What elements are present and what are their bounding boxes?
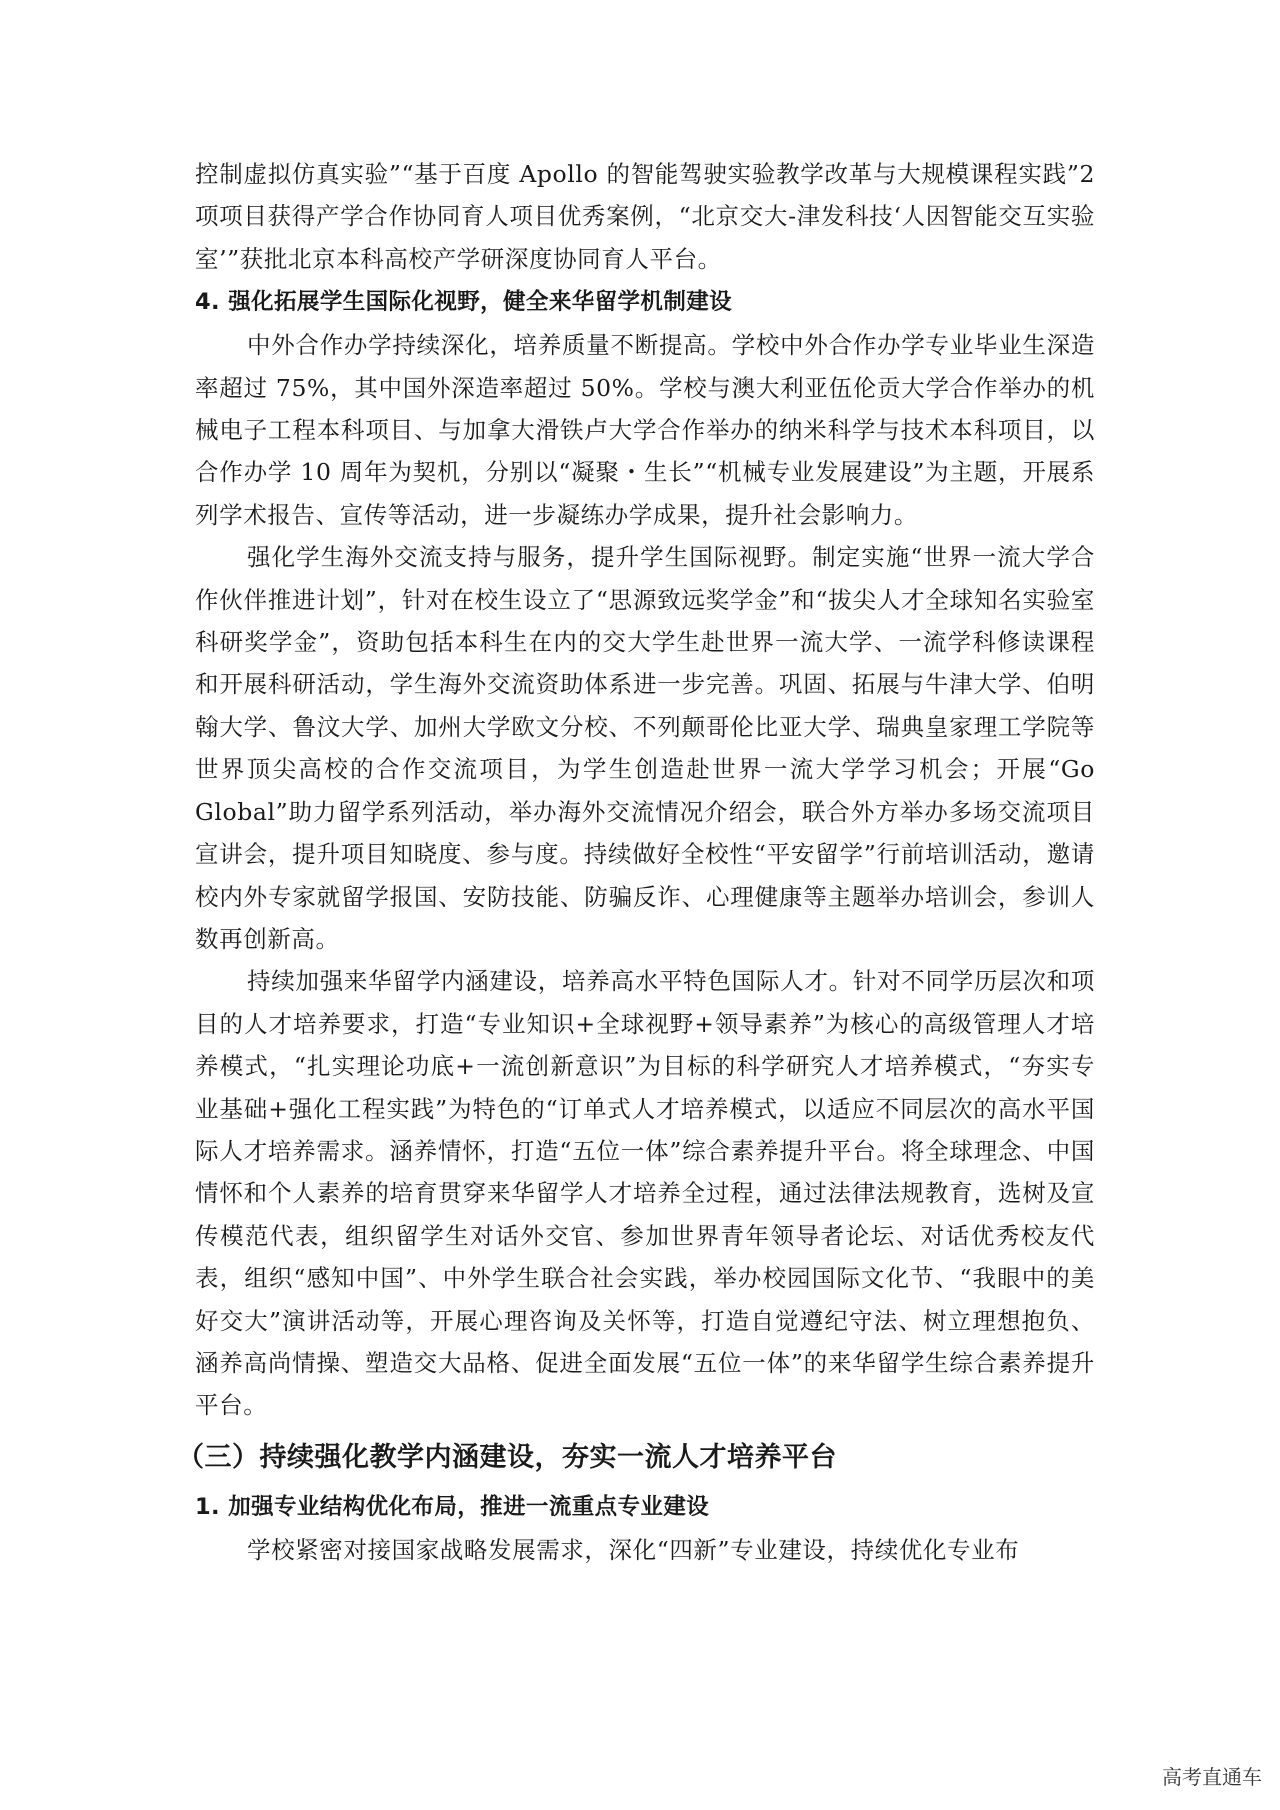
paragraph-intro: 控制虚拟仿真实验”“基于百度 Apollo 的智能驾驶实验教学改革与大规模课程实践”2 项项目获得产学合作协同育人项目优秀案例，“北京交大-津发科技‘人因智能交互实验室’”获批北京本科高校产学研深度协同育人平台。 [195, 160, 1095, 273]
document-body [177, 153, 1095, 1571]
section-heading-3: （三）持续强化教学内涵建设，夯实一流人才培养平台 [177, 1441, 837, 1473]
paragraph-overseas-exchange: 强化学生海外交流支持与服务，提升学生国际视野。制定实施“世界一流大学合作伙伴推进计划”，针对在校生设立了“思源致远奖学金”和“拔尖人才全球知名实验室科研奖学金”，资助包括本科生在内的交大学生赴世界一流大学、一流学科修读课程和开展科研活动，学生海外交流资助体系进一步完善。巩固、拓展与牛津大学、伯明翰大学、鲁汶大学、加州大学欧文分校、不列颠哥伦比亚大学、瑞典皇家理工学院等世界顶尖高校的合作交流项目，为学生创造赴世界一流大学学习机会；开展“Go Global”助力留学系列活动，举办海外交流情况介绍会，联合外方举办多场交流项目宣讲会，提升项目知晓度、参与度。持续做好全校性“平安留学”行前培训活动，邀请校内外专家就留学报国、安防技能、防骗反诈、心理健康等主题举办培训会，参训人数再创新高。 [195, 543, 1095, 953]
paragraph-major-structure: 学校紧密对接国家战略发展需求，深化“四新”专业建设，持续优化专业布 [247, 1535, 1020, 1564]
paragraph-joint-programs: 中外合作办学持续深化，培养质量不断提高。学校中外合作办学专业毕业生深造率超过 75%，其中国外深造率超过 50%。学校与澳大利亚伍伦贡大学合作举办的机械电子工程本科项目、与加拿大滑铁卢大学合作举办的纳米科学与技术本科项目，以合作办学 10 周年为契机，分别以“凝聚・生长”“机械专业发展建设”为主题，开展系列学术报告、宣传等活动，进一步凝练办学成果，提升社会影响力。 [195, 331, 1095, 529]
footer-watermark: 高考直通车 [1162, 1765, 1262, 1789]
section-heading-4: 4. 强化拓展学生国际化视野，健全来华留学机制建设 [195, 289, 733, 316]
paragraph-international-students: 持续加强来华留学内涵建设，培养高水平特色国际人才。针对不同学历层次和项目的人才培养要求，打造“专业知识+全球视野+领导素养”为核心的高级管理人才培养模式，“扎实理论功底+一流创新意识”为目标的科学研究人才培养模式，“夯实专业基础+强化工程实践”为特色的“订单式人才培养模式，以适应不同层次的高水平国际人才培养需求。涵养情怀，打造“五位一体”综合素养提升平台。将全球理念、中国情怀和个人素养的培育贯穿来华留学人才培养全过程，通过法律法规教育，选树及宣传模范代表，组织留学生对话外交官、参加世界青年领导者论坛、对话优秀校友代表，组织“感知中国”、中外学生联合社会实践，举办校园国际文化节、“我眼中的美好交大”演讲活动等，开展心理咨询及关怀等，打造自觉遵纪守法、树立理想抱负、涵养高尚情操、塑造交大品格、促进全面发展“五位一体”的来华留学生综合素养提升平台。 [195, 967, 1095, 1420]
subsection-heading-3-1: 1. 加强专业结构优化布局，推进一流重点专业建设 [195, 1493, 710, 1520]
